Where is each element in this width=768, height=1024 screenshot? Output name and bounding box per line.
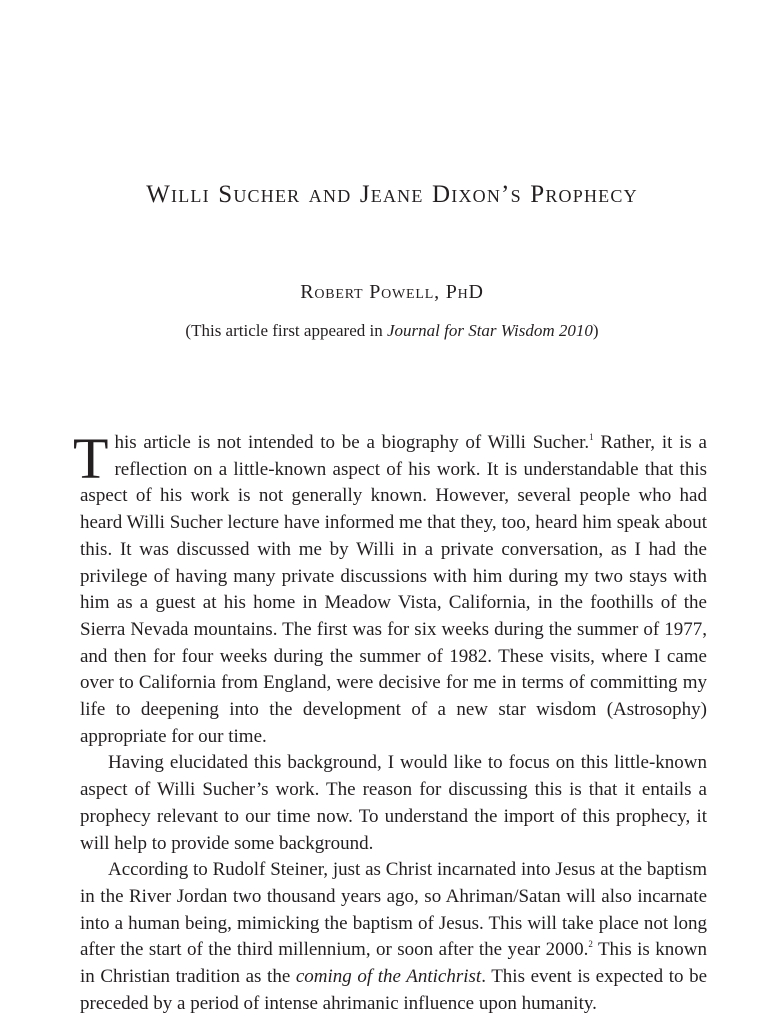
- paragraph-text: Rather, it is a reflection on a little-known aspect of his work. It is understandable that this aspect of his work is not generally known. However, several people who had heard Willi Sucher lecture have informed me that they, too, heard him speak about this. It was discussed with me by Willi in a private conversation, as I had the privilege of having many private discussions with him during my two stays with him as a guest at his home in Meadow Vista, California, in the foothills of the Sierra Nevada mountains. The first was for six weeks during the summer of 1977, and then for four weeks during the summer of 1982. These visits, where I came over to California from England, were decisive for me in terms of committing my life to deepening into the development of a new star wisdom (Astrosophy) appropriate for our time.: [80, 432, 707, 747]
- publication-note: [0, 318, 768, 344]
- publication-note-prefix: (This article first appeared in: [185, 321, 387, 340]
- article-author: Robert Powell, PhD: [300, 281, 484, 303]
- article-title: Willi Sucher and Jeane Dixon’s Prophecy: [146, 181, 638, 208]
- paragraph-text: According to Rudolf Steiner, just as Christ incarnated into Jesus at the baptism in the River Jordan two thousand years ago, so Ahriman/Satan will also incarnate into a human being, mimicking the baptism of Jesus. This will take place not long after the start of the third millennium, or soon after the year 2000.: [80, 859, 707, 961]
- paragraph: [80, 750, 707, 857]
- paragraph-text: his article is not intended to be a biography of Willi Sucher.: [114, 432, 590, 453]
- paragraph-text: This is known in Christian tradition as the: [80, 939, 707, 988]
- paragraph: [73, 426, 707, 750]
- drop-cap: T: [73, 426, 109, 491]
- publication-note-suffix: ): [592, 321, 599, 340]
- paragraph-text: . This event is expected to be preceded by a period of intense ahrimanic influence upon humanity.: [80, 966, 708, 1014]
- footnote-marker: 2: [588, 939, 593, 950]
- paragraph-text: Having elucidated this background, I would like to focus on this little-known aspect of Willi Sucher’s work. The reason for discussing this is that it entails a prophecy relevant to our time now. To understand the import of this prophecy, it will help to provide some background.: [80, 752, 707, 854]
- paragraph: [80, 857, 707, 1017]
- footnote-marker: 1: [589, 432, 594, 442]
- emphasized-term: coming of the Antichrist: [295, 966, 482, 988]
- article-body: [73, 426, 708, 1017]
- journal-title: Journal for Star Wisdom 2010: [386, 321, 593, 340]
